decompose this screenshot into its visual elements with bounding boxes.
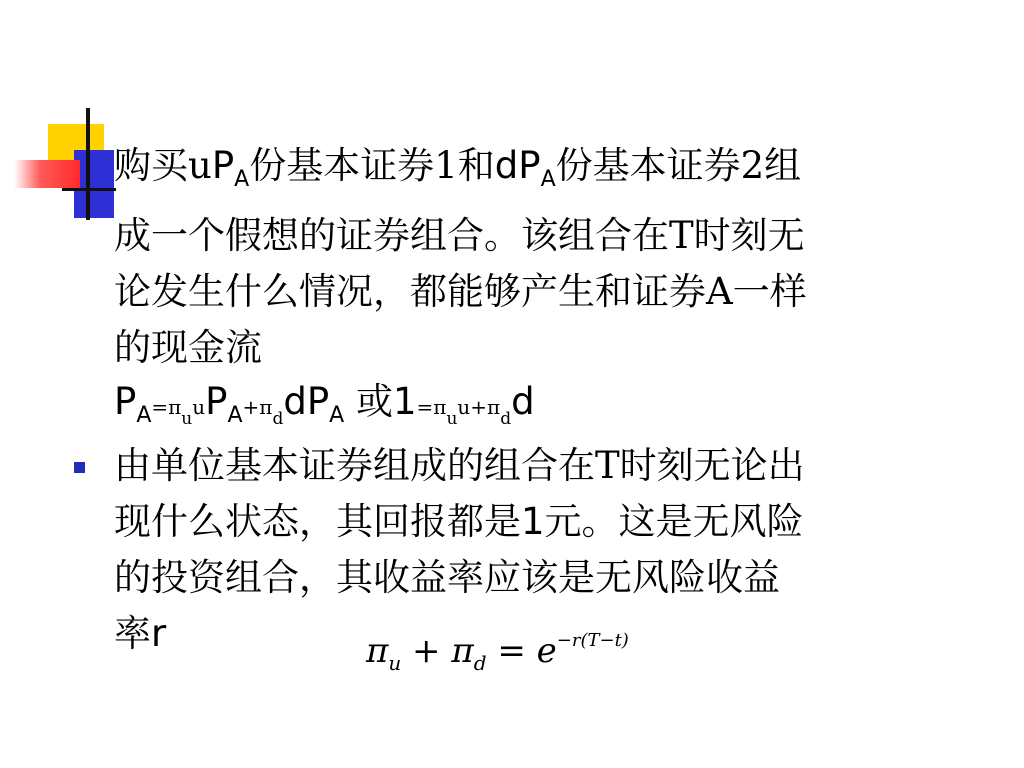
text-run: 购买u: [114, 144, 212, 187]
risk-free-formula: [366, 630, 629, 675]
eq-connector: 或: [344, 380, 393, 423]
text-run: 份基本证券2组 成一个假想的证券组合。该组合在T时刻无 论发生什么情况，都能够产生和证券A一样 的现金流: [114, 144, 807, 369]
subscript: A: [540, 167, 556, 192]
deco-red-gradient-bar: [14, 160, 80, 188]
eq-term: d: [511, 380, 535, 423]
formula-subscript: u: [388, 651, 402, 675]
text-run: 份基本证券1和: [249, 144, 495, 187]
bullet-1-text: [114, 138, 964, 376]
eq-term: P: [114, 380, 137, 423]
text-run: P: [211, 144, 235, 187]
formula-subscript: d: [473, 651, 487, 675]
bullet-2-text: [114, 438, 964, 662]
eq-subscript: d: [500, 409, 512, 429]
eq-pi: π: [433, 395, 447, 419]
eq-operator: =: [416, 395, 434, 419]
eq-subscript: A: [136, 403, 152, 428]
formula-pi: π: [366, 631, 389, 671]
formula-pi: π: [451, 631, 474, 671]
eq-subscript: d: [272, 409, 284, 429]
text-run: dP: [494, 144, 541, 187]
eq-term: P: [205, 380, 228, 423]
eq-subscript: u: [181, 409, 193, 429]
eq-pi: π: [168, 395, 182, 419]
eq-pi: π: [259, 395, 273, 419]
deco-horizontal-line: [62, 188, 116, 191]
eq-pi: π: [487, 395, 501, 419]
text-run: 元。这是无风险 的投资组合，其收益率应该是无风险收益 率: [114, 500, 804, 655]
bullet-square-icon: [74, 462, 85, 473]
text-run: 由单位基本证券组成的组合在T时刻无论出 现什么状态，其回报都是: [114, 444, 805, 543]
deco-vertical-line: [86, 108, 90, 220]
text-run: 1: [521, 500, 545, 543]
eq-operator: +: [242, 395, 260, 419]
formula-exponent: −r(T−t): [556, 630, 629, 651]
formula-base: e: [536, 631, 557, 671]
formula-operator: =: [486, 631, 537, 671]
equation-line: [114, 374, 535, 447]
eq-term: u: [192, 395, 206, 419]
eq-term: u: [457, 395, 471, 419]
text-run: r: [151, 612, 167, 655]
eq-operator: =: [151, 395, 169, 419]
eq-subscript: A: [227, 403, 243, 428]
subscript: A: [234, 167, 250, 192]
eq-subscript: u: [446, 409, 458, 429]
eq-term: dP: [283, 380, 330, 423]
formula-operator: +: [401, 631, 452, 671]
deco-blue-square: [74, 150, 114, 218]
eq-subscript: A: [329, 403, 345, 428]
eq-term: 1: [392, 380, 417, 423]
eq-operator: +: [470, 395, 488, 419]
